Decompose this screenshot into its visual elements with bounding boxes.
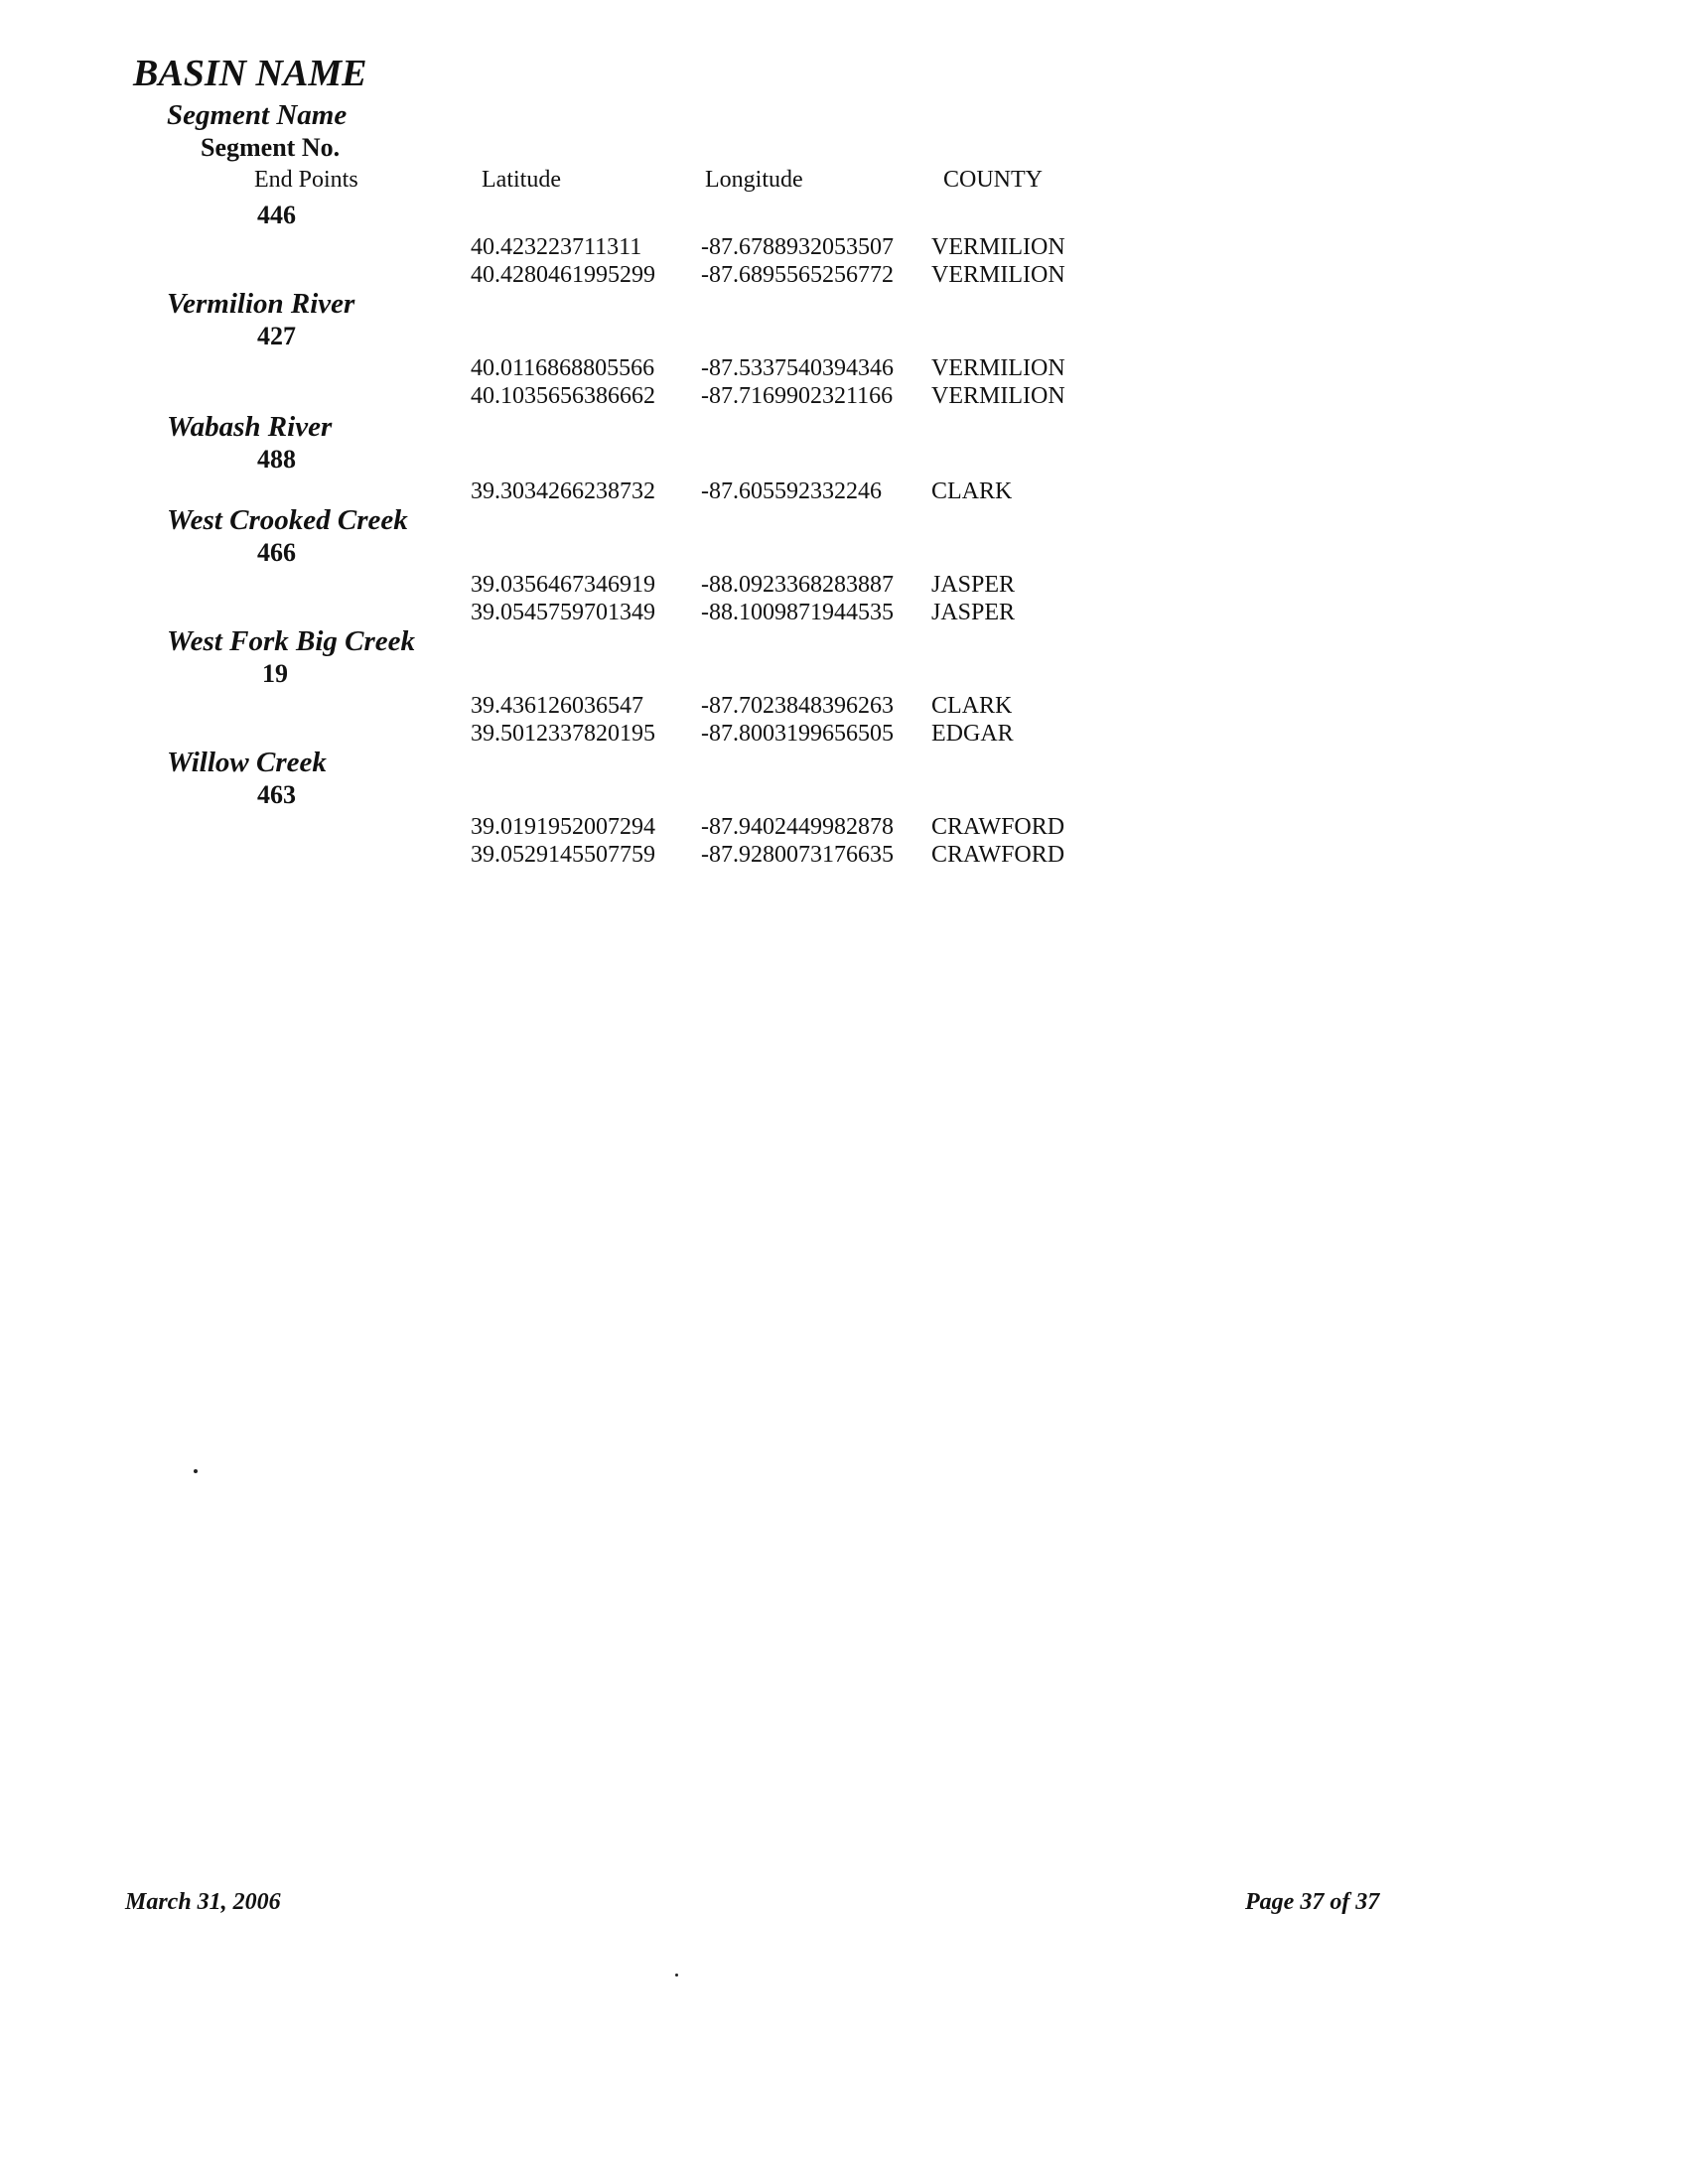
longitude-value: -87.8003199656505 [701, 721, 894, 747]
latitude-value: 40.0116868805566 [471, 355, 655, 381]
segment-name: Wabash River [167, 411, 333, 443]
column-header-county: COUNTY [943, 167, 1043, 193]
county-value: VERMILION [931, 355, 1065, 381]
county-value: CLARK [931, 693, 1013, 719]
basin-title: BASIN NAME [133, 53, 367, 94]
longitude-value: -87.6788932053507 [701, 234, 894, 260]
longitude-value: -87.5337540394346 [701, 355, 894, 381]
latitude-value: 39.0545759701349 [471, 600, 655, 625]
segment-number: 463 [257, 780, 296, 809]
scan-speck [194, 1469, 198, 1473]
header-segment-no: Segment No. [201, 133, 341, 162]
longitude-value: -88.1009871944535 [701, 600, 894, 625]
longitude-value: -87.9402449982878 [701, 814, 894, 840]
latitude-value: 40.423223711311 [471, 234, 642, 260]
segment-name: West Crooked Creek [167, 504, 408, 536]
segment-number: 466 [257, 538, 296, 567]
latitude-value: 40.4280461995299 [471, 262, 655, 288]
latitude-value: 39.0529145507759 [471, 842, 655, 868]
county-value: EDGAR [931, 721, 1014, 747]
column-header-end-points: End Points [254, 167, 358, 193]
segment-number: 488 [257, 445, 296, 474]
column-header-longitude: Longitude [705, 167, 803, 193]
longitude-value: -87.7023848396263 [701, 693, 894, 719]
county-value: JASPER [931, 572, 1016, 598]
county-value: VERMILION [931, 234, 1065, 260]
latitude-value: 39.3034266238732 [471, 478, 655, 504]
longitude-value: -88.0923368283887 [701, 572, 894, 598]
header-segment-name: Segment Name [167, 99, 348, 131]
segment-name: Vermilion River [167, 288, 355, 320]
county-value: VERMILION [931, 262, 1065, 288]
footer-page-number: Page 37 of 37 [1245, 1889, 1380, 1915]
footer-date: March 31, 2006 [125, 1889, 281, 1915]
longitude-value: -87.7169902321166 [701, 383, 894, 409]
longitude-value: -87.6895565256772 [701, 262, 894, 288]
segment-name: West Fork Big Creek [167, 625, 415, 657]
segment-number: 427 [257, 322, 296, 350]
county-value: VERMILION [931, 383, 1065, 409]
segment-number: 19 [262, 659, 288, 688]
column-header-latitude: Latitude [482, 167, 561, 193]
latitude-value: 39.0356467346919 [471, 572, 655, 598]
latitude-value: 39.436126036547 [471, 693, 643, 719]
scan-speck [675, 1974, 678, 1977]
county-value: CRAWFORD [931, 842, 1065, 868]
latitude-value: 39.5012337820195 [471, 721, 655, 747]
county-value: JASPER [931, 600, 1016, 625]
longitude-value: -87.9280073176635 [701, 842, 894, 868]
segment-number: 446 [257, 201, 296, 229]
segment-name: Willow Creek [167, 747, 327, 778]
county-value: CRAWFORD [931, 814, 1065, 840]
latitude-value: 39.0191952007294 [471, 814, 655, 840]
county-value: CLARK [931, 478, 1013, 504]
longitude-value: -87.605592332246 [701, 478, 882, 504]
latitude-value: 40.1035656386662 [471, 383, 655, 409]
